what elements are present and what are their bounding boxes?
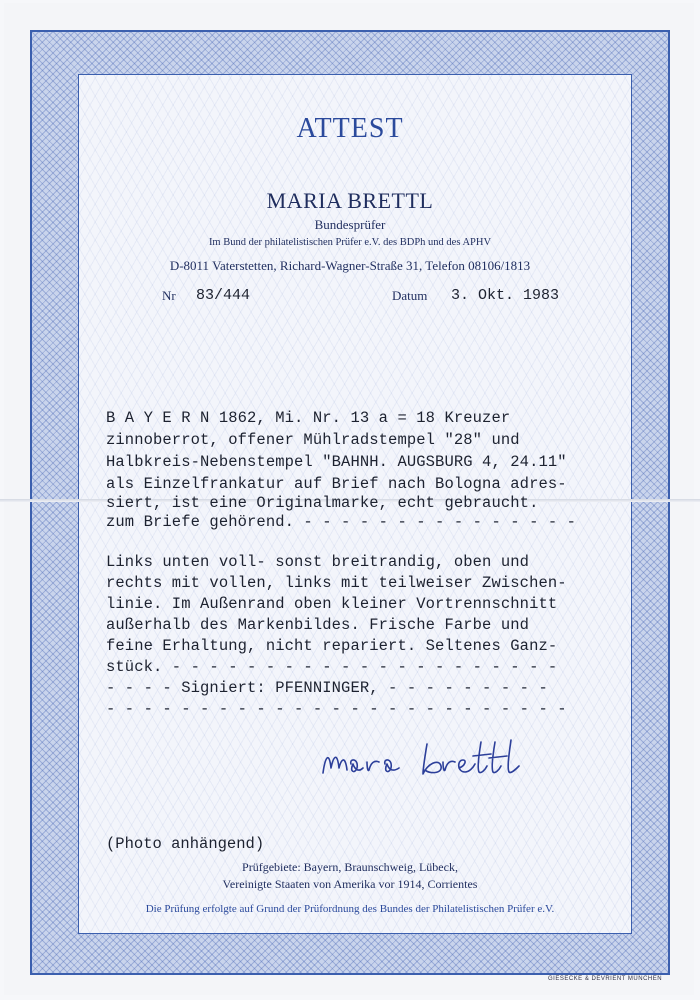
number-label: Nr bbox=[162, 288, 176, 303]
certificate-title: ATTEST bbox=[296, 113, 404, 144]
regulation-note: Die Prüfung erfolgte auf Grund der Prüfordnung des Bundes der Philatelistischen Prüfer e.V. bbox=[145, 903, 555, 915]
date-label: Datum bbox=[392, 288, 428, 303]
description-line: B A Y E R N 1862, Mi. Nr. 13 a = 18 Kreuzer bbox=[106, 409, 511, 427]
certificate-date: 3. Okt. 1983 bbox=[451, 287, 560, 304]
examiner-name: MARIA BRETTL bbox=[266, 188, 434, 213]
examination-areas-line1: Prüfgebiete: Bayern, Braunschweig, Lübeck, bbox=[242, 860, 458, 874]
condition-line: - - - - - - - - - - - - - - - - - - - - - - - - - bbox=[106, 700, 567, 718]
certificate-number: 83/444 bbox=[196, 287, 251, 304]
description-line: siert, ist eine Originalmarke, echt gebraucht. bbox=[106, 494, 539, 512]
condition-line: linie. Im Außenrand oben kleiner Vortrennschnitt bbox=[106, 595, 558, 613]
examiner-address: D-8011 Vaterstetten, Richard-Wagner-Straße 31, Telefon 08106/1813 bbox=[169, 258, 531, 273]
description-line: Halbkreis-Nebenstempel "BAHNH. AUGSBURG 4, 24.11" bbox=[106, 453, 567, 471]
condition-line: Links unten voll- sonst breitrandig, oben und bbox=[106, 553, 530, 571]
examination-areas-line2: Vereinigte Staaten von Amerika vor 1914, Corrientes bbox=[222, 877, 478, 891]
description-line: als Einzelfrankatur auf Brief nach Bologna adres- bbox=[106, 475, 567, 493]
condition-line: außerhalb des Markenbildes. Frische Farbe und bbox=[106, 616, 530, 634]
description-line: zinnoberrot, offener Mühlradstempel "28" und bbox=[106, 431, 520, 449]
membership-line: Im Bund der philatelistischen Prüfer e.V. des BDPh und des APHV bbox=[208, 237, 492, 248]
description-line: zum Briefe gehörend. - - - - - - - - - - - - - - - bbox=[106, 513, 577, 531]
condition-line: - - - - Signiert: PFENNINGER, - - - - - - - - - bbox=[106, 679, 548, 697]
handwritten-signature bbox=[315, 728, 545, 798]
condition-line: feine Erhaltung, nicht repariert. Seltenes Ganz- bbox=[106, 637, 558, 655]
examiner-role: Bundesprüfer bbox=[314, 217, 386, 232]
condition-line: rechts mit vollen, links mit teilweiser Zwischen- bbox=[106, 574, 567, 592]
photo-note: (Photo anhängend) bbox=[106, 835, 265, 853]
printer-imprint: GIESECKE & DEVRIENT MÜNCHEN bbox=[548, 976, 663, 982]
condition-line: stück. - - - - - - - - - - - - - - - - - - - - - bbox=[106, 658, 558, 676]
